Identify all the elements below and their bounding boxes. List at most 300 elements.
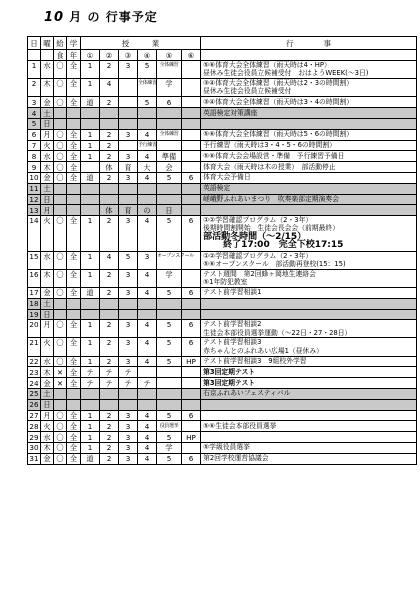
weekday-cell: 火 bbox=[41, 338, 54, 356]
grade-cell: 全 bbox=[67, 129, 81, 140]
period-cell-4 bbox=[138, 194, 157, 205]
schedule-row bbox=[28, 118, 417, 129]
period-cell-6: HP bbox=[182, 356, 201, 367]
period-cell-6 bbox=[182, 367, 201, 378]
period-cell-3 bbox=[119, 389, 138, 400]
period-cell-6 bbox=[182, 421, 201, 432]
grade-cell bbox=[67, 309, 81, 320]
period-cell-3: 5 bbox=[119, 251, 138, 269]
period-cell-4: 4 bbox=[138, 151, 157, 162]
period-cell-1 bbox=[81, 194, 100, 205]
period-cell-5: 日 bbox=[157, 205, 182, 216]
period-cell-4: 大 bbox=[138, 162, 157, 173]
period-cell-3: 3 bbox=[119, 432, 138, 443]
period-cell-5: 5 bbox=[157, 410, 182, 421]
period-cell-4: の bbox=[138, 205, 157, 216]
header-events: 行 事 bbox=[201, 37, 417, 50]
event-cell bbox=[201, 61, 417, 79]
period-cell-3: 育 bbox=[119, 162, 138, 173]
period-cell-1: 道 bbox=[81, 287, 100, 298]
header-weekday: 曜 bbox=[41, 37, 54, 50]
grade-cell: 全 bbox=[67, 378, 81, 389]
schedule-row bbox=[28, 251, 417, 269]
period-cell-5: 会 bbox=[157, 162, 182, 173]
lunch-cell bbox=[54, 108, 67, 119]
grade-cell: 全 bbox=[67, 79, 81, 97]
header-period-1: ① bbox=[81, 50, 100, 61]
event-cell: 英語検定対策講座 bbox=[201, 108, 417, 119]
period-cell-4 bbox=[138, 298, 157, 309]
period-cell-5 bbox=[157, 183, 182, 194]
period-cell-6: 6 bbox=[182, 453, 201, 464]
period-cell-1: テ bbox=[81, 367, 100, 378]
period-cell-2: テ bbox=[100, 378, 119, 389]
period-cell-3 bbox=[119, 79, 138, 97]
period-cell-5: 5 bbox=[157, 453, 182, 464]
event-line: 終了17:00 完全下校17:15 bbox=[223, 239, 344, 250]
period-cell-6 bbox=[182, 389, 201, 400]
period-cell-3: 3 bbox=[119, 453, 138, 464]
grade-cell: 全 bbox=[67, 140, 81, 151]
lunch-cell: 〇 bbox=[54, 421, 67, 432]
day-cell: 25 bbox=[29, 389, 39, 399]
period-cell-2: 2 bbox=[100, 410, 119, 421]
period-cell-1 bbox=[81, 309, 100, 320]
header-row bbox=[28, 37, 417, 50]
period-cell-5: 5 bbox=[157, 320, 182, 338]
event-cell: 嵯峨野ふれあいまつり 吹奏楽部定期演奏会 bbox=[201, 194, 417, 205]
schedule-row bbox=[28, 298, 417, 309]
day-cell: 11 bbox=[29, 184, 39, 194]
event-cell: ⑤学級役員選挙 bbox=[201, 443, 417, 454]
period-cell-4: 5 bbox=[138, 97, 157, 108]
period-cell-2 bbox=[100, 194, 119, 205]
period-cell-5: 5 bbox=[157, 216, 182, 251]
schedule-row bbox=[28, 338, 417, 356]
period-cell-3 bbox=[119, 399, 138, 410]
header-blank bbox=[41, 50, 54, 61]
event-cell bbox=[201, 251, 417, 269]
period-cell-5: 5 bbox=[157, 338, 182, 356]
period-cell-1: 道 bbox=[81, 172, 100, 183]
grade-cell: 全 bbox=[67, 162, 81, 173]
event-cell: 体育大会（雨天時は木の授業） 部活動停止 bbox=[201, 162, 417, 173]
period-cell-2: 2 bbox=[100, 97, 119, 108]
schedule-row bbox=[28, 309, 417, 320]
period-cell-1: 1 bbox=[81, 216, 100, 251]
weekday-cell: 月 bbox=[41, 320, 54, 338]
schedule-row bbox=[28, 108, 417, 119]
period-cell-4: 4 bbox=[138, 172, 157, 183]
period-cell-3: 3 bbox=[119, 287, 138, 298]
schedule-row bbox=[28, 410, 417, 421]
day-cell: 4 bbox=[28, 108, 41, 119]
period-cell-5: 学 bbox=[157, 79, 182, 97]
day-cell: 5 bbox=[28, 118, 41, 129]
period-cell-2: 2 bbox=[100, 356, 119, 367]
grade-cell: 全 bbox=[67, 453, 81, 464]
grade-cell bbox=[67, 183, 81, 194]
period-cell-6 bbox=[182, 162, 201, 173]
period-cell-3 bbox=[119, 140, 138, 151]
schedule-row bbox=[28, 205, 417, 216]
weekday-cell: 金 bbox=[41, 287, 54, 298]
period-cell-3: 3 bbox=[119, 320, 138, 338]
period-cell-2 bbox=[100, 389, 119, 400]
event-cell bbox=[201, 269, 417, 287]
grade-cell bbox=[67, 118, 81, 129]
period-cell-3: 3 bbox=[119, 269, 138, 287]
header-row-2 bbox=[28, 50, 417, 61]
period-cell-6 bbox=[182, 399, 201, 410]
grade-cell: 全 bbox=[67, 432, 81, 443]
event-line: テスト前学習相談3 bbox=[203, 338, 262, 347]
header-period-6: ⑥ bbox=[182, 50, 201, 61]
period-cell-2: 2 bbox=[100, 443, 119, 454]
period-cell-4 bbox=[138, 118, 157, 129]
day-cell: 9 bbox=[28, 162, 41, 173]
schedule-row bbox=[28, 389, 417, 400]
day-cell: 31 bbox=[29, 454, 39, 464]
day-cell: 1 bbox=[28, 61, 41, 79]
lunch-cell bbox=[54, 298, 67, 309]
period-cell-2: 2 bbox=[100, 432, 119, 443]
period-cell-6 bbox=[182, 183, 201, 194]
header-grade: 学 bbox=[67, 37, 81, 50]
weekday-cell: 土 bbox=[41, 183, 54, 194]
schedule-row bbox=[28, 79, 417, 97]
schedule-row bbox=[28, 287, 417, 298]
day-cell: 16 bbox=[28, 269, 41, 287]
period-cell-3 bbox=[119, 118, 138, 129]
schedule-row bbox=[28, 172, 417, 183]
period-cell-1: 1 bbox=[81, 356, 100, 367]
lunch-cell bbox=[54, 118, 67, 129]
title-text: 行事予定 bbox=[105, 10, 158, 24]
header-grade-2: 年 bbox=[67, 50, 81, 61]
weekday-cell: 日 bbox=[41, 194, 54, 205]
period-cell-3: 3 bbox=[119, 443, 138, 454]
page-title bbox=[44, 8, 158, 25]
weekday-cell: 月 bbox=[41, 410, 54, 421]
period-cell-4 bbox=[138, 183, 157, 194]
period-cell-4: 全体練習 bbox=[138, 79, 157, 97]
lunch-cell: 〇 bbox=[54, 151, 67, 162]
event-cell: 第2回学校運営協議会 bbox=[201, 453, 417, 464]
weekday-cell: 金 bbox=[41, 453, 54, 464]
event-line: 後期時間割開始 生徒会長会会（前期最終） bbox=[203, 224, 339, 233]
grade-cell: 全 bbox=[67, 172, 81, 183]
period-cell-6: 6 bbox=[182, 216, 201, 251]
period-cell-6: 6 bbox=[182, 338, 201, 356]
grade-cell bbox=[67, 389, 81, 400]
period-cell-1: 1 bbox=[81, 61, 100, 79]
period-cell-1: 1 bbox=[81, 443, 100, 454]
event-cell bbox=[201, 118, 417, 129]
event-cell: テスト前学習相談1 bbox=[201, 287, 417, 298]
lunch-cell: 〇 bbox=[54, 320, 67, 338]
period-cell-4: 4 bbox=[138, 287, 157, 298]
lunch-cell: 〇 bbox=[54, 61, 67, 79]
grade-cell: 全 bbox=[67, 269, 81, 287]
period-cell-1 bbox=[81, 298, 100, 309]
grade-cell: 全 bbox=[67, 421, 81, 432]
period-cell-5 bbox=[157, 309, 182, 320]
lunch-cell: 〇 bbox=[54, 251, 67, 269]
period-cell-2: 2 bbox=[100, 140, 119, 151]
event-cell: 第3回定期テスト bbox=[201, 378, 417, 389]
period-cell-6: 6 bbox=[182, 287, 201, 298]
event-cell: 右京ふれあいフェスティバル bbox=[201, 389, 417, 400]
period-cell-3: 3 bbox=[119, 61, 138, 79]
period-cell-3: 3 bbox=[119, 129, 138, 140]
period-cell-1: 道 bbox=[81, 453, 100, 464]
schedule-row bbox=[28, 421, 417, 432]
header-period-5: ⑤ bbox=[157, 50, 182, 61]
event-line: ⑤⑥体育大会全体練習（雨天時は4・HP） bbox=[203, 61, 331, 69]
period-cell-6 bbox=[182, 140, 201, 151]
grade-cell: 全 bbox=[67, 410, 81, 421]
period-cell-3: 育 bbox=[119, 205, 138, 216]
period-cell-5: 学 bbox=[157, 443, 182, 454]
schedule-row bbox=[28, 269, 417, 287]
grade-cell: 全 bbox=[67, 443, 81, 454]
period-cell-3: 3 bbox=[119, 410, 138, 421]
day-cell: 15 bbox=[28, 251, 41, 269]
weekday-cell: 火 bbox=[41, 216, 54, 251]
event-line: ①②学習確認プログラム（2・3年） bbox=[203, 216, 313, 225]
period-cell-1 bbox=[81, 399, 100, 410]
header-lunch: 給 bbox=[54, 37, 67, 50]
weekday-cell: 土 bbox=[41, 389, 54, 400]
period-cell-2: 2 bbox=[100, 453, 119, 464]
schedule-row bbox=[28, 356, 417, 367]
weekday-cell: 水 bbox=[41, 432, 54, 443]
weekday-cell: 日 bbox=[41, 399, 54, 410]
period-cell-2: 2 bbox=[100, 338, 119, 356]
period-cell-1: 1 bbox=[81, 269, 100, 287]
weekday-cell: 木 bbox=[41, 79, 54, 97]
period-cell-1 bbox=[81, 389, 100, 400]
period-cell-2: 2 bbox=[100, 320, 119, 338]
weekday-cell: 金 bbox=[41, 97, 54, 108]
title-month-kanji: 月 bbox=[69, 10, 83, 24]
period-cell-4: 4 bbox=[138, 338, 157, 356]
grade-cell bbox=[67, 399, 81, 410]
period-cell-4 bbox=[138, 309, 157, 320]
schedule-row bbox=[28, 151, 417, 162]
period-cell-6: HP bbox=[182, 432, 201, 443]
period-cell-1: 道 bbox=[81, 97, 100, 108]
period-cell-6 bbox=[182, 108, 201, 119]
weekday-cell: 日 bbox=[41, 118, 54, 129]
day-cell: 10 bbox=[29, 173, 39, 183]
event-line: 赤ちゃんとのふれあい広場1（昼休み） bbox=[203, 346, 323, 355]
period-cell-3: テ bbox=[119, 378, 138, 389]
period-cell-4: 4 bbox=[138, 421, 157, 432]
schedule-row bbox=[28, 378, 417, 389]
event-cell: ⑤⑥体育大会会場設営・準備 予行練習予備日 bbox=[201, 151, 417, 162]
day-cell: 8 bbox=[28, 151, 41, 162]
event-cell bbox=[201, 79, 417, 97]
weekday-cell: 火 bbox=[41, 140, 54, 151]
schedule-row bbox=[28, 162, 417, 173]
grade-cell bbox=[67, 298, 81, 309]
lunch-cell: 〇 bbox=[54, 79, 67, 97]
lunch-cell: 〇 bbox=[54, 287, 67, 298]
period-cell-4: 4 bbox=[138, 410, 157, 421]
header-period-2: ② bbox=[100, 50, 119, 61]
period-cell-1: テ bbox=[81, 378, 100, 389]
weekday-cell: 火 bbox=[41, 421, 54, 432]
period-cell-5 bbox=[157, 118, 182, 129]
title-month: 10 bbox=[44, 10, 65, 25]
period-cell-3 bbox=[119, 298, 138, 309]
period-cell-1 bbox=[81, 205, 100, 216]
schedule-row bbox=[28, 216, 417, 251]
day-cell: 2 bbox=[28, 79, 41, 97]
header-lessons: 授 業 bbox=[81, 37, 201, 50]
weekday-cell: 金 bbox=[41, 172, 54, 183]
lunch-cell bbox=[54, 194, 67, 205]
period-cell-5 bbox=[157, 108, 182, 119]
period-cell-5: 全体練習 bbox=[157, 129, 182, 140]
period-cell-4: 4 bbox=[138, 432, 157, 443]
event-line: 昼休み生徒会役員立候補受付 bbox=[203, 87, 292, 96]
event-line: 生徒会本部役員選挙運動（～22日・27・28日） bbox=[203, 328, 352, 337]
period-cell-1: 1 bbox=[81, 79, 100, 97]
schedule-row bbox=[28, 453, 417, 464]
schedule-row bbox=[28, 140, 417, 151]
lunch-cell: 〇 bbox=[54, 443, 67, 454]
period-cell-2: 2 bbox=[100, 129, 119, 140]
lunch-cell: ✕ bbox=[54, 367, 67, 378]
period-cell-6 bbox=[182, 151, 201, 162]
period-cell-4: 4 bbox=[138, 320, 157, 338]
period-cell-3: 3 bbox=[119, 216, 138, 251]
event-cell: 第3回定期テスト bbox=[201, 367, 417, 378]
period-cell-4: 4 bbox=[138, 356, 157, 367]
event-cell: 予行練習（雨天時は3・4・5・6の時間割） bbox=[201, 140, 417, 151]
day-cell: 28 bbox=[29, 421, 39, 431]
period-cell-4: テ bbox=[138, 378, 157, 389]
event-line: ⑤⑥オープンスクール 部活動再登校(15：15) bbox=[203, 259, 346, 268]
period-cell-6 bbox=[182, 129, 201, 140]
event-line: ⑤1年防犯教室 bbox=[203, 277, 248, 286]
period-cell-1: 1 bbox=[81, 140, 100, 151]
lunch-cell: 〇 bbox=[54, 432, 67, 443]
day-cell: 7 bbox=[28, 140, 41, 151]
period-cell-5 bbox=[157, 194, 182, 205]
weekday-cell: 水 bbox=[41, 251, 54, 269]
weekday-cell: 木 bbox=[41, 443, 54, 454]
period-cell-2 bbox=[100, 183, 119, 194]
event-cell: ⑤⑥体育大会全体練習（雨天時は5・6の時間割） bbox=[201, 129, 417, 140]
period-cell-6 bbox=[182, 298, 201, 309]
period-cell-1: 1 bbox=[81, 251, 100, 269]
lunch-cell: 〇 bbox=[54, 140, 67, 151]
period-cell-3: 3 bbox=[119, 356, 138, 367]
period-cell-6 bbox=[182, 378, 201, 389]
lunch-cell: 〇 bbox=[54, 356, 67, 367]
period-cell-5: 5 bbox=[157, 432, 182, 443]
grade-cell bbox=[67, 108, 81, 119]
day-cell: 18 bbox=[29, 299, 39, 309]
event-cell: ⑤⑥生徒会本部役員選挙 bbox=[201, 421, 417, 432]
day-cell: 6 bbox=[28, 129, 41, 140]
event-cell: ③④体育大会全体練習（雨天時は3・4の時間割） bbox=[201, 97, 417, 108]
day-cell: 20 bbox=[28, 320, 41, 338]
period-cell-6 bbox=[182, 61, 201, 79]
period-cell-2 bbox=[100, 108, 119, 119]
event-cell bbox=[201, 338, 417, 356]
grade-cell: 全 bbox=[67, 216, 81, 251]
day-cell: 26 bbox=[29, 400, 39, 410]
period-cell-5: 6 bbox=[157, 97, 182, 108]
day-cell: 29 bbox=[29, 432, 39, 442]
header-period-4: ④ bbox=[138, 50, 157, 61]
period-cell-5 bbox=[157, 399, 182, 410]
lunch-cell bbox=[54, 399, 67, 410]
event-line: 昼休み生徒会役員立候補受付 おはようWEEK(～3日) bbox=[203, 69, 369, 78]
period-cell-3 bbox=[119, 108, 138, 119]
lunch-cell: 〇 bbox=[54, 338, 67, 356]
day-cell: 30 bbox=[29, 443, 39, 453]
period-cell-6 bbox=[182, 79, 201, 97]
day-cell: 12 bbox=[29, 194, 39, 204]
period-cell-1 bbox=[81, 183, 100, 194]
period-cell-1 bbox=[81, 162, 100, 173]
grade-cell: 全 bbox=[67, 151, 81, 162]
grade-cell: 全 bbox=[67, 251, 81, 269]
day-cell: 22 bbox=[29, 357, 39, 367]
lunch-cell: 〇 bbox=[54, 410, 67, 421]
period-cell-2 bbox=[100, 118, 119, 129]
period-cell-3 bbox=[119, 97, 138, 108]
period-cell-5 bbox=[157, 140, 182, 151]
event-cell bbox=[201, 410, 417, 421]
period-cell-5: 5 bbox=[157, 172, 182, 183]
period-cell-6 bbox=[182, 269, 201, 287]
period-cell-4: 4 bbox=[138, 453, 157, 464]
period-cell-3 bbox=[119, 309, 138, 320]
day-cell: 3 bbox=[28, 97, 41, 108]
schedule-row bbox=[28, 320, 417, 338]
period-cell-4 bbox=[138, 399, 157, 410]
schedule-row bbox=[28, 399, 417, 410]
event-line: ③④体育大会全体練習（雨天時は2・3の時間割） bbox=[203, 79, 354, 88]
lunch-cell: 〇 bbox=[54, 97, 67, 108]
period-cell-6 bbox=[182, 97, 201, 108]
period-cell-3 bbox=[119, 194, 138, 205]
period-cell-2 bbox=[100, 298, 119, 309]
event-cell bbox=[201, 432, 417, 443]
lunch-cell: ✕ bbox=[54, 378, 67, 389]
period-cell-3: 3 bbox=[119, 338, 138, 356]
event-cell: テスト前学習相談3 9組校外学習 bbox=[201, 356, 417, 367]
event-line: テスト前学習相談2 bbox=[203, 320, 262, 329]
period-cell-6: 6 bbox=[182, 320, 201, 338]
lunch-cell: 〇 bbox=[54, 129, 67, 140]
period-cell-1: 1 bbox=[81, 421, 100, 432]
period-cell-4: 4 bbox=[138, 216, 157, 251]
grade-cell: 全 bbox=[67, 97, 81, 108]
event-line: テスト週間 第2回蜂ヶ岡地生連絡会 bbox=[203, 269, 316, 278]
header-day: 日 bbox=[28, 37, 41, 50]
period-cell-5: 準備 bbox=[157, 151, 182, 162]
title-particle: の bbox=[87, 10, 101, 24]
lunch-cell: 〇 bbox=[54, 162, 67, 173]
